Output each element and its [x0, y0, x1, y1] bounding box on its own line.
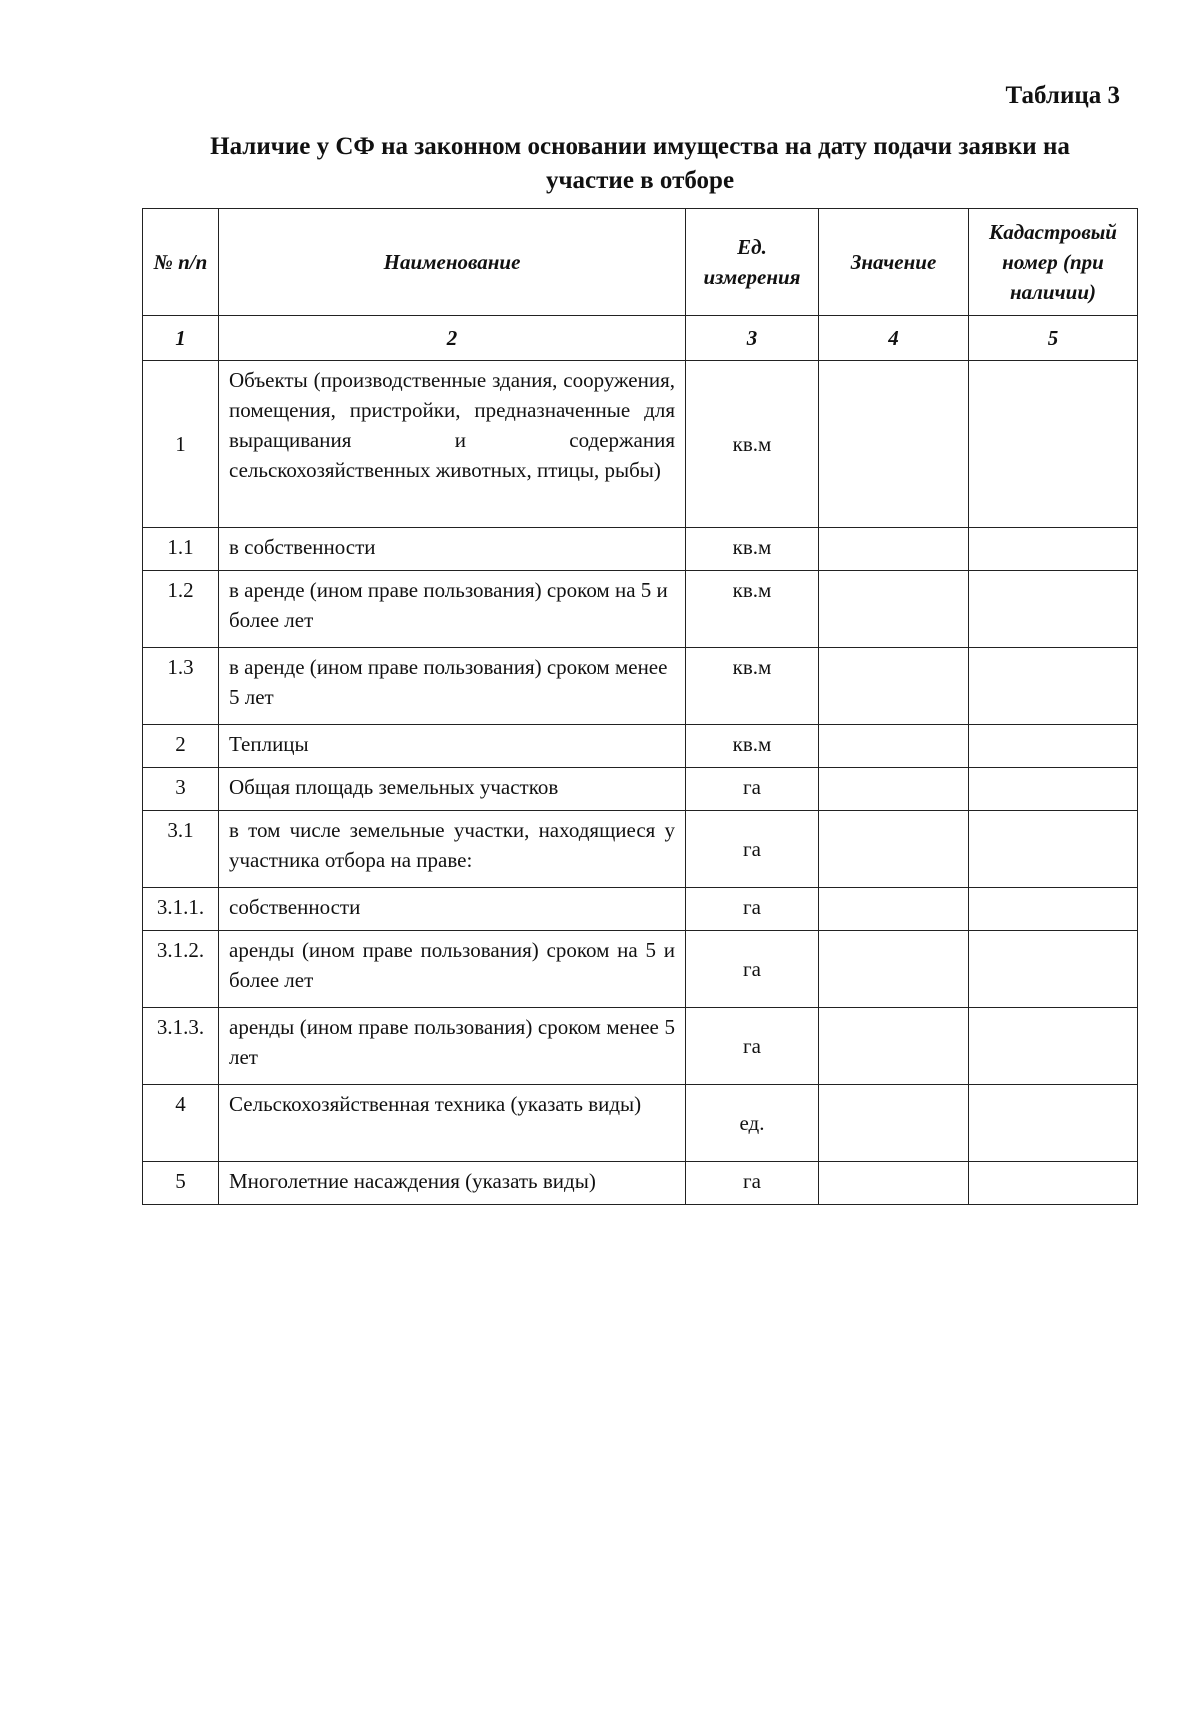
table-row	[143, 931, 1138, 1008]
row-unit: га	[686, 1008, 819, 1085]
row-unit: га	[686, 768, 819, 811]
row-name: в собственности	[219, 528, 686, 571]
row-name: Многолетние насаждения (указать виды)	[219, 1162, 686, 1205]
header-name: Наименование	[219, 209, 686, 316]
table-row	[143, 725, 1138, 768]
row-cadastral	[969, 571, 1138, 648]
row-cadastral	[969, 768, 1138, 811]
row-number: 1	[143, 361, 219, 528]
row-value	[819, 931, 969, 1008]
row-cadastral	[969, 725, 1138, 768]
table-row	[143, 768, 1138, 811]
row-cadastral	[969, 1085, 1138, 1162]
row-unit: га	[686, 888, 819, 931]
column-number: 1	[143, 316, 219, 361]
row-unit: га	[686, 811, 819, 888]
row-unit: кв.м	[686, 725, 819, 768]
row-unit: кв.м	[686, 648, 819, 725]
header-unit: Ед. измерения	[686, 209, 819, 316]
table-row	[143, 648, 1138, 725]
row-value	[819, 1085, 969, 1162]
row-name: Сельскохозяйственная техника (указать виды)	[219, 1085, 686, 1162]
header-row	[143, 209, 1138, 316]
table-row	[143, 1008, 1138, 1085]
row-value	[819, 725, 969, 768]
row-cadastral	[969, 648, 1138, 725]
row-unit: га	[686, 931, 819, 1008]
column-number: 3	[686, 316, 819, 361]
row-number: 4	[143, 1085, 219, 1162]
row-name: Общая площадь земельных участков	[219, 768, 686, 811]
row-name: собственности	[219, 888, 686, 931]
row-name: аренды (ином праве пользования) сроком менее 5 лет	[219, 1008, 686, 1085]
table-row	[143, 888, 1138, 931]
row-cadastral	[969, 1008, 1138, 1085]
row-number: 1.1	[143, 528, 219, 571]
row-value	[819, 361, 969, 528]
table-row	[143, 528, 1138, 571]
row-number: 3.1.1.	[143, 888, 219, 931]
row-name: Объекты (производственные здания, сооружения, помещения, пристройки, предназначенные для выращивания и содержания сельскохозяйственных животных, птицы, рыбы)	[219, 361, 686, 528]
column-number: 4	[819, 316, 969, 361]
row-value	[819, 571, 969, 648]
row-unit: кв.м	[686, 571, 819, 648]
row-name: в том числе земельные участки, находящиеся у участника отбора на праве:	[219, 811, 686, 888]
table-row	[143, 1162, 1138, 1205]
row-value	[819, 811, 969, 888]
row-number: 1.3	[143, 648, 219, 725]
row-name: в аренде (ином праве пользования) сроком на 5 и более лет	[219, 571, 686, 648]
row-number: 3.1.2.	[143, 931, 219, 1008]
document-title: Наличие у СФ на законном основании имущества на дату подачи заявки на участие в отборе	[210, 133, 1070, 194]
row-value	[819, 528, 969, 571]
row-value	[819, 768, 969, 811]
row-unit: га	[686, 1162, 819, 1205]
property-table	[142, 208, 1138, 1205]
row-cadastral	[969, 361, 1138, 528]
column-number: 2	[219, 316, 686, 361]
header-value: Значение	[819, 209, 969, 316]
column-number-row	[143, 316, 1138, 361]
row-unit: кв.м	[686, 361, 819, 528]
row-cadastral	[969, 931, 1138, 1008]
row-number: 3	[143, 768, 219, 811]
row-number: 1.2	[143, 571, 219, 648]
header-num: № п/п	[143, 209, 219, 316]
row-name: аренды (ином праве пользования) сроком на 5 и более лет	[219, 931, 686, 1008]
row-value	[819, 1008, 969, 1085]
row-name: в аренде (ином праве пользования) сроком менее 5 лет	[219, 648, 686, 725]
row-cadastral	[969, 528, 1138, 571]
table-row	[143, 811, 1138, 888]
row-name: Теплицы	[219, 725, 686, 768]
column-number: 5	[969, 316, 1138, 361]
row-number: 5	[143, 1162, 219, 1205]
table-row	[143, 361, 1138, 528]
row-unit: кв.м	[686, 528, 819, 571]
row-value	[819, 1162, 969, 1205]
row-unit: ед.	[686, 1085, 819, 1162]
table-row	[143, 571, 1138, 648]
row-number: 3.1.3.	[143, 1008, 219, 1085]
row-value	[819, 888, 969, 931]
row-cadastral	[969, 888, 1138, 931]
table-label: Таблица 3	[1005, 82, 1120, 109]
row-number: 3.1	[143, 811, 219, 888]
row-number: 2	[143, 725, 219, 768]
row-cadastral	[969, 811, 1138, 888]
table-row	[143, 1085, 1138, 1162]
row-value	[819, 648, 969, 725]
row-cadastral	[969, 1162, 1138, 1205]
header-cadastral: Кадастровый номер (при наличии)	[969, 209, 1138, 316]
